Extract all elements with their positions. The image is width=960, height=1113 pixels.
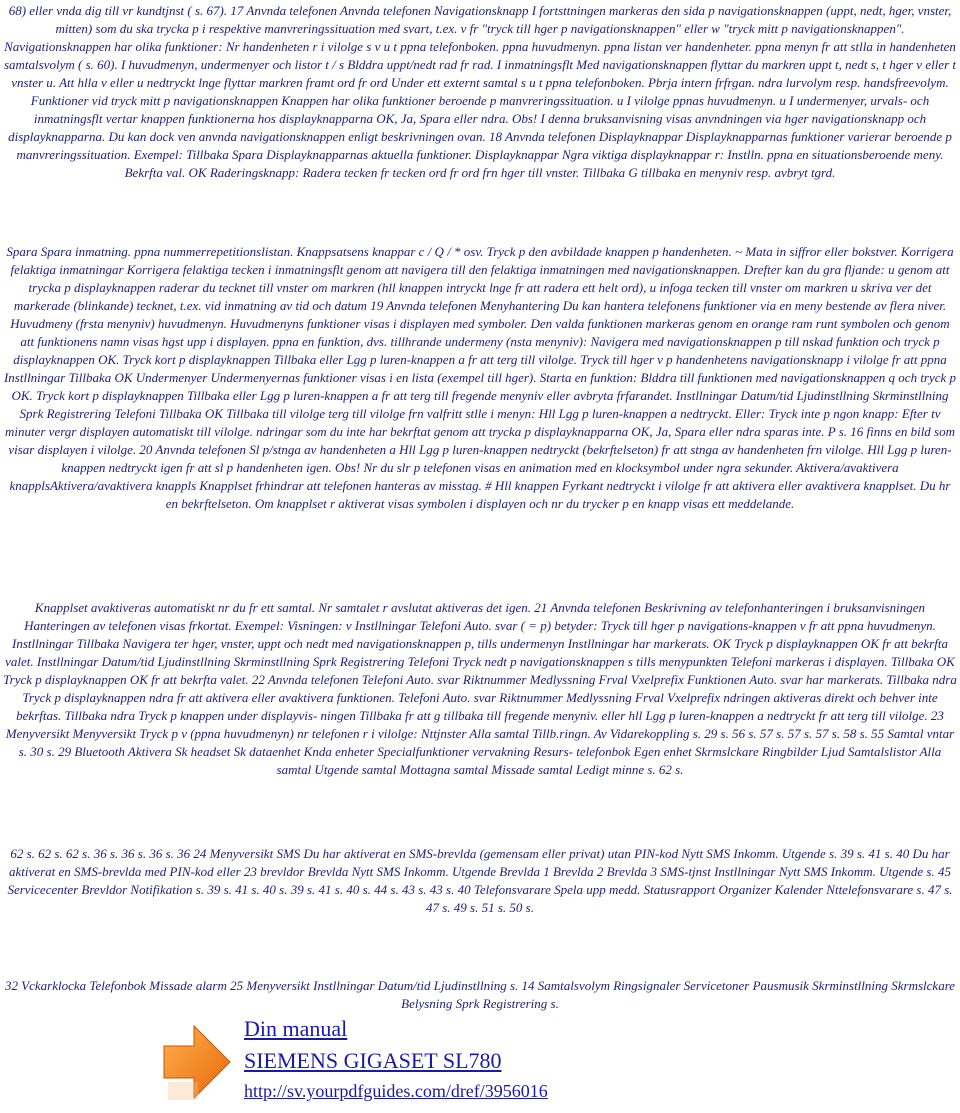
body-paragraph-2: Spara Spara inmatning. ppna nummerrepetitionslistan. Knappsatsens knappar c / Q / * osv. Tryck p den avbildade knappen p handenheten. ~ Mata in siffror eller bokstver. Korrigera felaktiga inmatningar Korrigera felaktiga tecken i inmatningsflt genom att navigera till den felaktiga inmatningen med navigationsknappen. Drefter kan du gra fljande: u genom att trycka p displayknappen raderar du tecknet till vnster om markren (hll knappen intryckt lnge fr att radera ett helt ord), u infoga tecken till vnster om markren u skriva ver det markerade (blinkande) tecknet, t.ex. vid inmatning av tid och datum 19 Anvnda telefonen Menyhantering Du kan hantera telefonens funktioner via en meny bestende av flera niver. Huvudmeny (frsta menyniv) huvudmenyn. Huvudmenyns funktioner visas i displayen med symboler. Den valda funktionen markeras genom en orange ram runt symbolen och genom att funktionens namn visas hgst upp i displayen. ppna en funktion, dvs. tillhrande undermeny (nsta menyniv): Navigera med navigationsknappen p till nskad funktion och tryck p displayknappen OK. Tryck kort p displayknappen Tillbaka eller Lgg p luren-knappen a fr att terg till vilolge. Tryck till hger v p handenhetens navigationsknapp i vilolge fr att ppna Instllningar Tillbaka OK Undermenyer Undermenyernas funktioner visas i en lista (exempel till hger). Starta en funktion: Blddra till funktionen med navigationsknappen q och tryck p OK. Tryck kort p displayknappen Tillbaka eller Lgg p luren-knappen a fr att terg till fregende menyniv eller avbryta frfarandet. Instllningar Datum/tid Ljudinstllning Skrminstllning Sprk Registrering Telefoni Tillbaka OK Tillbaka till vilolge terg till vilolge frn valfritt stlle i menyn: Hll Lgg p luren-knappen a nedtryckt. Eller: Tryck inte p ngon knapp: Efter tv minuter vergr displayen automatiskt till vilolge. ndringar som du inte har bekrftat genom att trycka p displayknapparna OK, Ja, Spara eller ndra sparas inte. P s. 16 finns en bild som visar displayen i vilolge. 20 Anvnda telefonen Sl p/stnga av handenheten a Hll Lgg p luren-knappen nedtryckt (bekrftelseton) fr att stnga av handenheten frn vilolge. Hll Lgg p luren-knappen nedtryckt igen fr att sl p handenheten igen. Obs! Nr du slr p telefonen visas en animation med en klocksymbol under ngra sekunder. Aktivera/avaktivera knapplsAktivera/avaktivera knappls Knapplset frhindrar att telefonen hanteras av misstag. # Hll knappen Fyrkant nedtryckt i vilolge fr att aktivera eller avaktivera knapplset. Du hr en bekrftelseton. Om knapplset r aktiverat visas symbolen i displayen och nr du trycker p en knapp visas ett meddelande. bbox=[3, 244, 957, 511]
body-paragraph-1: 68) eller vnda dig till vr kundtjnst ( s. 67). 17 Anvnda telefonen Anvnda telefonen Navigationsknapp I fortsttningen markeras den sida p navigationsknappen (uppt, nedt, hger, vnster, mitten) som du ska trycka p i respektive manvreringssituation med svart, t.ex. v fr "tryck till hger p navigationsknappen" eller w "tryck mitt p navigationsknappen". Navigationsknappen har olika funktioner: Nr handenheten r i vilolge s v u t ppna telefonboken. ppna huvudmenyn. ppna listan ver handenheter. ppna menyn fr att stlla in handenheten samtalsvolym ( s. 60). I huvudmenyn, undermenyer och listor t / s Blddra uppt/nedt rad fr rad. I inmatningsflt Med navigationsknappen flyttar du markren uppt t, nedt s, t hger v eller t vnster u. Att hlla v eller u nedtryckt lnge flyttar markren framt ord fr ord Under ett externt samtal s u t ppna telefonboken. Pbrja intern frfrgan. ndra lurvolym resp. handsfreevolym. Funktioner vid tryck mitt p navigationsknappen Knappen har olika funktioner beroende p manvreringssituation. u I vilolge ppnas huvudmenyn. u I undermenyer, urvals- och inmatningsflt vertar knappen funktionerna hos displayknapparna OK, Ja, Spara eller ndra. Obs! I denna bruksanvisning visas anvndningen via hger navigationsknapp och displayknapparna. Du kan dock ven anvnda navigationsknappen enligt beskrivningen ovan. 18 Anvnda telefonen Displayknappar Displayknapparnas funktioner varierar beroende p manvreringssituation. Exempel: Tillbaka Spara Displayknapparnas aktuella funktioner. Displayknappar Ngra viktiga displayknappar r: Instlln. ppna en situationsberoende meny. Bekrfta val. OK Raderingsknapp: Radera tecken fr tecken ord fr ord frn hger till vnster. Tillbaka G tillbaka en menyniv resp. avbryt tgrd. bbox=[3, 3, 956, 180]
body-paragraph-4: 62 s. 62 s. 62 s. 36 s. 36 s. 36 s. 36 24 Menyversikt SMS Du har aktiverat en SMS-brevlda (gemensam eller privat) utan PIN-kod Nytt SMS Inkomm. Utgende s. 39 s. 41 s. 40 Du har aktiverat en SMS-brevlda med PIN-kod eller 23 brevldor Brevlda Nytt SMS Inkomm. Utgende Brevlda 1 Brevlda 2 Brevlda 3 SMS-tjnst Instllningar Nytt SMS Inkomm. Utgende s. 45 Servicecenter Brevldor Notifikation s. 39 s. 41 s. 40 s. 39 s. 41 s. 40 s. 44 s. 43 s. 43 s. 40 Telefonsvarare Spela upp medd. Statusrapport Organizer Kalender Nttelefonsvarare s. 47 s. 47 s. 49 s. 51 s. 50 s. bbox=[7, 846, 953, 915]
orange-arrow-icon bbox=[158, 1016, 234, 1102]
body-paragraph-5: 32 Vckarklocka Telefonbok Missade alarm 25 Menyversikt Instllningar Datum/tid Ljudinstllning s. 14 Samtalsvolym Ringsignaler Servicetoner Pausmusik Skrminstllning Skrmslckare Belysning Sprk Registrering s. bbox=[4, 978, 956, 1011]
footer bbox=[158, 1012, 678, 1112]
product-link[interactable]: SIEMENS GIGASET SL780 bbox=[244, 1048, 502, 1073]
body-paragraph-3: Knapplset avaktiveras automatiskt nr du fr ett samtal. Nr samtalet r avslutat aktiveras det igen. 21 Anvnda telefonen Beskrivning av telefonhanteringen i bruksanvisningen Hanteringen av telefonen visas frkortat. Exempel: Visningen: v Instllningar Telefoni Auto. svar ( = p) betyder: Tryck till hger p navigations-knappen v fr att ppna huvudmenyn. Instllningar Tillbaka Navigera ter hger, vnster, uppt och nedt med navigationsknappen p, tills undermenyn Instllningar har markerats. OK Tryck p displayknappen OK fr att bekrfta valet. Instllningar Datum/tid Ljudinstllning Skrminstllning Sprk Registrering Telefoni Tryck nedt p navigationsknappen s tills menypunkten Telefoni markeras i displayen. Tillbaka OK Tryck p displayknappen OK fr att bekrfta valet. 22 Anvnda telefonen Telefoni Auto. svar Riktnummer Medlyssning Frval Vxelprefix Funktionen Auto. svar har markerats. Tillbaka ndra Tryck p displayknappen ndra fr att aktivera eller avaktivera funktionen. Telefoni Auto. svar Riktnummer Medlyssning Frval Vxelprefix ndringen aktiveras direkt och behver inte bekrftas. Tillbaka ndra Tryck p knappen under displayvis- ningen Tillbaka fr att g tillbaka till fregende menyniv. eller hll Lgg p luren-knappen a nedtryckt fr att terg till vilolge. 23 Menyversikt Menyversikt Tryck p v (ppna huvudmenyn) nr telefonen r i vilolge: Nttjnster Alla samtal Tillb.ringn. Av Vidarekoppling s. 29 s. 56 s. 57 s. 57 s. 57 s. 58 s. 55 Samtal vntar s. 30 s. 29 Bluetooth Aktivera Sk headset Sk dataenhet Knda enheter Specialfunktioner vervakning Resurs- telefonbok Egen enhet Skrmslckare Ringbilder Ljud Samtalslistor Alla samtal Utgende samtal Mottagna samtal Missade samtal Ledigt minne s. 62 s. bbox=[3, 600, 957, 777]
footer-links bbox=[244, 1014, 664, 1104]
manual-link[interactable]: Din manual bbox=[244, 1016, 348, 1041]
source-url-link[interactable]: http://sv.yourpdfguides.com/dref/3956016 bbox=[244, 1081, 548, 1101]
